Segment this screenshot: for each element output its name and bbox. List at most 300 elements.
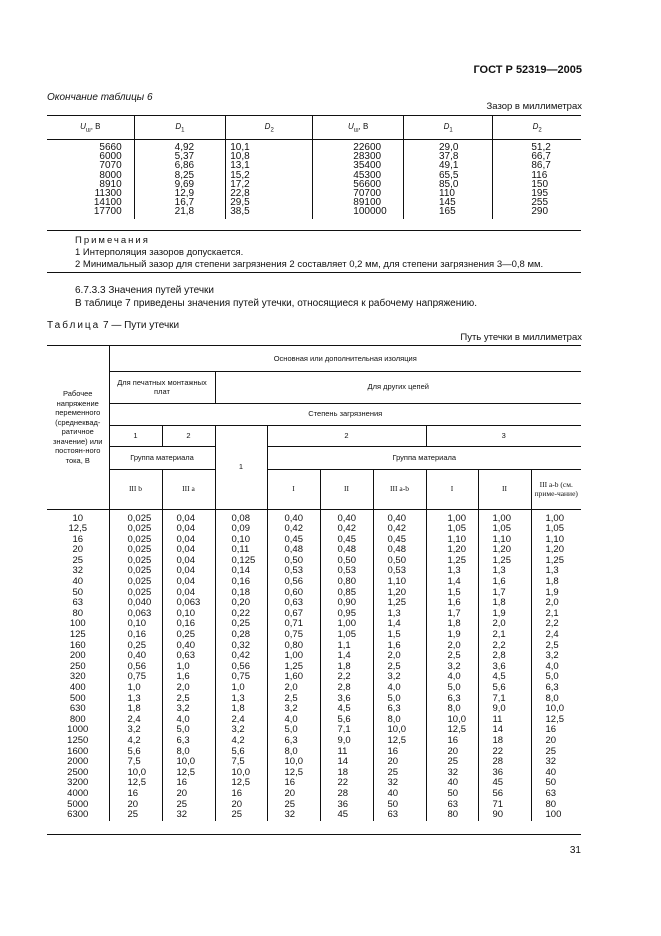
creepage-cell: 16 [267,778,320,789]
creepage-cell: 6,3 [267,736,320,747]
creepage-cell: 16 [373,747,426,758]
creepage-cell: 1,3 [215,694,267,705]
table7-caption-rest: 7 — Пути утечки [100,320,180,331]
creepage-cell: 1,8 [215,704,267,715]
degree-1-other: 1 [215,425,267,509]
table6-cell: 49,1 [404,161,493,170]
creepage-cell: 20 [215,800,267,811]
creepage-cell: 8,0 [531,694,581,705]
creepage-cell: 4,0 [426,672,478,683]
voltage-cell: 1250 [67,734,89,746]
creepage-cell: 32 [426,768,478,779]
creepage-cell: 1,6 [162,672,215,683]
header-symbol: D [532,121,539,131]
creepage-cell: 0,04 [162,535,215,546]
creepage-cell: 2,0 [426,641,478,652]
creepage-cell: 3,2 [267,704,320,715]
material-group: I [267,469,320,509]
table6-cell: 5660 [99,142,122,153]
creepage-cell: 1,3 [426,566,478,577]
table7-caption-word: Таблица [47,320,101,331]
creepage-cell: 1,10 [426,535,478,546]
other-circuits-header: Для других цепей [215,371,581,403]
creepage-cell: 20 [267,789,320,800]
creepage-cell: 0,45 [267,535,320,546]
material-group: III a-b [373,469,426,509]
creepage-cell: 0,28 [215,630,267,641]
creepage-cell: 20 [531,736,581,747]
table6-cell: 165 [404,207,493,218]
creepage-cell: 1,0 [109,683,162,694]
creepage-cell: 5,0 [531,672,581,683]
table6-row [47,161,581,170]
creepage-cell: 0,85 [320,588,373,599]
creepage-cell: 9,0 [478,704,531,715]
creepage-cell: 0,40 [320,509,373,524]
table6-cell: 100000 [313,207,404,218]
table6-cell: 17700 [93,206,122,218]
creepage-cell: 0,04 [162,509,215,524]
creepage-cell: 0,04 [162,545,215,556]
creepage-cell: 2,5 [162,694,215,705]
table6-cell: 16,7 [134,198,226,207]
creepage-cell: 3,2 [162,704,215,715]
table6-unit: Зазор в миллиметрах [486,101,582,112]
table6-cell: 6,86 [134,161,226,170]
creepage-cell: 2,4 [531,630,581,641]
table7-bottom-rule [47,834,581,835]
table6-cell: 22600 [313,140,404,153]
creepage-cell: 18 [478,736,531,747]
creepage-cell: 0,025 [109,545,162,556]
creepage-cell: 4,0 [531,662,581,673]
table6-cell: 13,1 [226,161,313,170]
creepage-cell: 32 [162,810,215,821]
creepage-cell: 12,5 [373,736,426,747]
creepage-cell: 0,40 [162,641,215,652]
creepage-cell: 0,16 [162,619,215,630]
creepage-cell: 12,5 [531,715,581,726]
creepage-cell: 0,40 [373,509,426,524]
table6-cell: 10,1 [226,140,313,153]
creepage-cell: 0,48 [267,545,320,556]
table6-row [47,198,581,207]
creepage-cell: 0,53 [320,566,373,577]
creepage-cell: 20 [109,800,162,811]
creepage-cell: 32 [373,778,426,789]
creepage-cell: 25 [531,747,581,758]
table6 [47,116,581,219]
voltage-cell: 20 [72,544,84,556]
pcb-header: Для печатных монтажных плат [109,371,215,403]
creepage-cell: 0,063 [162,598,215,609]
creepage-cell: 1,0 [215,683,267,694]
voltage-cell: 200 [69,650,86,662]
creepage-cell: 2,4 [215,715,267,726]
creepage-cell: 0,63 [162,651,215,662]
voltage-cell: 250 [69,660,86,672]
section-title: 6.7.3.3 Значения путей утечки [75,285,215,296]
creepage-cell: 16 [109,789,162,800]
creepage-cell: 1,25 [531,556,581,567]
creepage-cell: 2,8 [478,651,531,662]
creepage-cell: 10,0 [162,757,215,768]
creepage-cell: 12,5 [109,778,162,789]
creepage-cell: 2,5 [531,641,581,652]
creepage-cell: 1,9 [531,588,581,599]
creepage-cell: 1,0 [162,662,215,673]
table7-row [47,509,581,524]
creepage-cell: 1,10 [373,577,426,588]
creepage-cell: 5,6 [109,747,162,758]
creepage-cell: 1,10 [531,535,581,546]
material-group: III b [109,469,162,509]
voltage-cell: 320 [69,671,86,683]
header-subscript: ш [85,127,91,134]
creepage-cell: 3,6 [320,694,373,705]
table6-cell: 38,5 [226,207,313,218]
creepage-cell: 14 [320,757,373,768]
table6-cell: 21,8 [134,207,226,218]
creepage-cell: 2,0 [478,619,531,630]
creepage-cell: 71 [478,800,531,811]
creepage-cell: 0,56 [267,577,320,588]
creepage-cell: 6,3 [162,736,215,747]
creepage-cell: 0,09 [215,524,267,535]
creepage-cell: 8,0 [267,747,320,758]
table6-col-header [404,116,493,140]
header-unit: , В [358,121,369,131]
table6-row [47,207,581,218]
creepage-cell: 1,25 [478,556,531,567]
voltage-cell: 160 [69,639,86,651]
creepage-cell: 63 [426,800,478,811]
creepage-cell: 1,8 [478,598,531,609]
creepage-cell: 0,48 [320,545,373,556]
degree-3-other: 3 [426,425,581,446]
creepage-cell: 1,6 [373,641,426,652]
creepage-cell: 1,25 [426,556,478,567]
creepage-cell: 0,50 [373,556,426,567]
creepage-cell: 2,0 [162,683,215,694]
voltage-cell: 1000 [67,724,89,736]
voltage-cell: 400 [69,682,86,693]
creepage-cell: 10,0 [109,768,162,779]
creepage-cell: 8,0 [426,704,478,715]
creepage-cell: 1,4 [373,619,426,630]
table6-row [47,189,581,198]
creepage-cell: 2,2 [320,672,373,683]
table6-cell: 14100 [93,197,122,209]
creepage-cell: 32 [267,810,320,821]
creepage-cell: 50 [373,800,426,811]
table6-row [47,180,581,189]
creepage-cell: 0,90 [320,598,373,609]
header-symbol: D [443,121,450,131]
material-group-header-other: Группа материала [267,446,581,469]
creepage-cell: 1,00 [531,509,581,524]
creepage-cell: 0,025 [109,577,162,588]
table6-cell: 29,5 [226,198,313,207]
creepage-cell: 7,1 [478,694,531,705]
creepage-cell: 1,4 [320,651,373,662]
degree-2-other: 2 [267,425,426,446]
creepage-cell: 1,6 [426,598,478,609]
table6-cell: 145 [404,198,493,207]
table6-cell: 9,69 [134,180,226,189]
creepage-cell: 14 [478,725,531,736]
creepage-cell: 36 [320,800,373,811]
creepage-cell: 4,2 [109,736,162,747]
creepage-cell: 0,42 [373,524,426,535]
creepage-cell: 40 [531,768,581,779]
creepage-cell: 22 [320,778,373,789]
table6-cell: 89100 [313,198,404,207]
table6-row [47,171,581,180]
material-group: III a-b (см. приме-чание) [531,469,581,509]
material-group-header-pcb: Группа материала [109,446,215,469]
creepage-cell: 10,0 [426,715,478,726]
voltage-cell: 63 [72,597,84,609]
table6-cell: 22,8 [226,189,313,198]
creepage-cell: 10,0 [531,704,581,715]
creepage-cell: 5,6 [320,715,373,726]
voltage-cell: 125 [69,629,86,641]
creepage-cell: 0,50 [267,556,320,567]
creepage-cell: 12,5 [267,768,320,779]
table6-body [47,140,581,219]
creepage-cell: 25 [267,800,320,811]
creepage-cell: 0,11 [215,545,267,556]
creepage-cell: 0,67 [267,609,320,620]
creepage-cell: 2,2 [531,619,581,630]
creepage-cell: 0,04 [162,524,215,535]
creepage-cell: 10,0 [267,757,320,768]
document-header: ГОСТ Р 52319—2005 [473,64,582,76]
creepage-cell: 0,45 [320,535,373,546]
table6-cell: 290 [493,207,581,218]
creepage-cell: 1,9 [426,630,478,641]
creepage-cell: 0,71 [267,619,320,630]
creepage-cell: 0,025 [109,566,162,577]
creepage-cell: 0,80 [320,577,373,588]
voltage-cell: 25 [72,554,84,566]
table6-cell: 8910 [99,178,122,190]
table6-col-header [226,116,313,140]
creepage-cell: 0,56 [215,662,267,673]
table6-bottom-rule [47,230,581,231]
creepage-cell: 0,04 [162,566,215,577]
table6-cell: 35400 [313,161,404,170]
creepage-cell: 5,0 [426,683,478,694]
creepage-cell: 90 [478,810,531,821]
notes-bottom-rule [47,272,581,273]
creepage-cell: 0,42 [267,524,320,535]
insulation-header: Основная или дополнительная изоляция [109,346,581,371]
creepage-cell: 2,0 [531,598,581,609]
table7-row [47,789,581,800]
creepage-cell: 22 [478,747,531,758]
creepage-cell: 1,3 [531,566,581,577]
creepage-cell: 0,025 [109,535,162,546]
creepage-cell: 10,0 [215,768,267,779]
table7-caption [47,320,179,331]
table6-cell: 37,8 [404,152,493,161]
table6-cell: 5,37 [134,152,226,161]
creepage-cell: 5,0 [373,694,426,705]
creepage-cell: 8,0 [162,747,215,758]
creepage-cell: 0,08 [215,509,267,524]
table7-row [47,683,581,694]
creepage-cell: 2,8 [320,683,373,694]
table6-cell: 8000 [99,169,122,181]
table6-cell: 10,8 [226,152,313,161]
creepage-cell: 0,42 [320,524,373,535]
creepage-cell: 20 [426,747,478,758]
creepage-cell: 3,2 [531,651,581,662]
table6-cell: 29,0 [404,140,493,153]
table6-cell: 15,2 [226,171,313,180]
creepage-cell: 0,10 [109,619,162,630]
table6-cell: 66,7 [493,152,581,161]
table6-cell: 195 [493,189,581,198]
creepage-cell: 28 [478,757,531,768]
creepage-cell: 3,2 [109,725,162,736]
creepage-cell: 40 [426,778,478,789]
creepage-cell: 80 [426,810,478,821]
table6-cell: 28300 [313,152,404,161]
creepage-cell: 1,20 [531,545,581,556]
table6-col-header [493,116,581,140]
creepage-cell: 80 [531,800,581,811]
creepage-cell: 0,25 [215,619,267,630]
creepage-cell: 6,3 [531,683,581,694]
creepage-cell: 16 [531,725,581,736]
creepage-cell: 3,2 [215,725,267,736]
header-subscript: 1 [449,127,453,134]
table6-notes [75,235,543,271]
table6-cell: 51,2 [493,140,581,153]
creepage-cell: 0,04 [162,577,215,588]
table6-cell: 7070 [99,160,122,172]
creepage-cell: 2,2 [478,641,531,652]
creepage-cell: 1,6 [478,577,531,588]
creepage-cell: 1,8 [320,662,373,673]
creepage-cell: 0,63 [267,598,320,609]
table7-row [47,810,581,821]
creepage-cell: 2,1 [478,630,531,641]
creepage-cell: 16 [215,789,267,800]
creepage-cell: 7,1 [320,725,373,736]
creepage-cell: 0,53 [373,566,426,577]
table6-cell: 4,92 [134,140,226,153]
creepage-cell: 1,10 [478,535,531,546]
creepage-cell: 0,75 [109,672,162,683]
table7-row [47,736,581,747]
creepage-cell: 56 [478,789,531,800]
table6-row [47,140,581,153]
creepage-cell: 1,05 [320,630,373,641]
creepage-cell: 4,0 [162,715,215,726]
header-symbol: U [80,121,86,131]
creepage-cell: 4,5 [478,672,531,683]
material-group: I [426,469,478,509]
table7-unit: Путь утечки в миллиметрах [460,332,582,343]
creepage-cell: 9,0 [320,736,373,747]
voltage-cell: 2000 [67,756,89,768]
creepage-cell: 6,3 [426,694,478,705]
voltage-cell: 50 [72,586,84,598]
voltage-cell: 80 [72,607,84,619]
creepage-cell: 0,125 [215,556,267,567]
creepage-cell: 11 [478,715,531,726]
creepage-cell: 0,32 [215,641,267,652]
creepage-cell: 4,5 [320,704,373,715]
table7 [47,346,581,821]
creepage-cell: 4,0 [267,715,320,726]
voltage-cell: 2500 [67,766,89,778]
header-subscript: 1 [181,127,185,134]
material-group: III a [162,469,215,509]
voltage-cell: 1600 [67,745,89,757]
table7-body [47,509,581,821]
creepage-cell: 1,5 [373,630,426,641]
creepage-cell: 1,05 [478,524,531,535]
creepage-cell: 25 [373,768,426,779]
creepage-cell: 0,25 [162,630,215,641]
degree-2-pcb: 2 [162,425,215,446]
creepage-cell: 1,25 [373,598,426,609]
creepage-cell: 0,40 [267,509,320,524]
creepage-cell: 10,0 [373,725,426,736]
notes-title: Примечания [75,235,150,246]
creepage-cell: 0,04 [162,556,215,567]
header-symbol: D [175,121,182,131]
creepage-cell: 50 [426,789,478,800]
creepage-cell: 5,6 [478,683,531,694]
creepage-cell: 0,75 [215,672,267,683]
creepage-cell: 28 [320,789,373,800]
creepage-cell: 1,00 [426,509,478,524]
creepage-cell: 32 [531,757,581,768]
creepage-cell: 0,25 [109,641,162,652]
creepage-cell: 0,60 [267,588,320,599]
creepage-cell: 1,60 [267,672,320,683]
table6-col-header [134,116,226,140]
creepage-cell: 50 [531,778,581,789]
table6-cell: 11300 [94,188,122,200]
creepage-cell: 12,5 [426,725,478,736]
creepage-cell: 63 [531,789,581,800]
voltage-cell: 500 [69,692,86,704]
creepage-cell: 1,4 [426,577,478,588]
creepage-cell: 0,04 [162,588,215,599]
creepage-cell: 0,48 [373,545,426,556]
table6-header-row [47,116,581,140]
creepage-cell: 0,10 [162,609,215,620]
creepage-cell: 2,4 [109,715,162,726]
creepage-cell: 0,063 [109,609,162,620]
table6-cell: 45300 [313,171,404,180]
creepage-cell: 2,0 [373,651,426,662]
creepage-cell: 1,8 [531,577,581,588]
voltage-cell: 12,5 [68,523,87,535]
creepage-cell: 6,3 [373,704,426,715]
degree-1-pcb: 1 [109,425,162,446]
table6-cell: 110 [404,189,493,198]
creepage-cell: 2,1 [531,609,581,620]
table6-col-header [47,116,134,140]
